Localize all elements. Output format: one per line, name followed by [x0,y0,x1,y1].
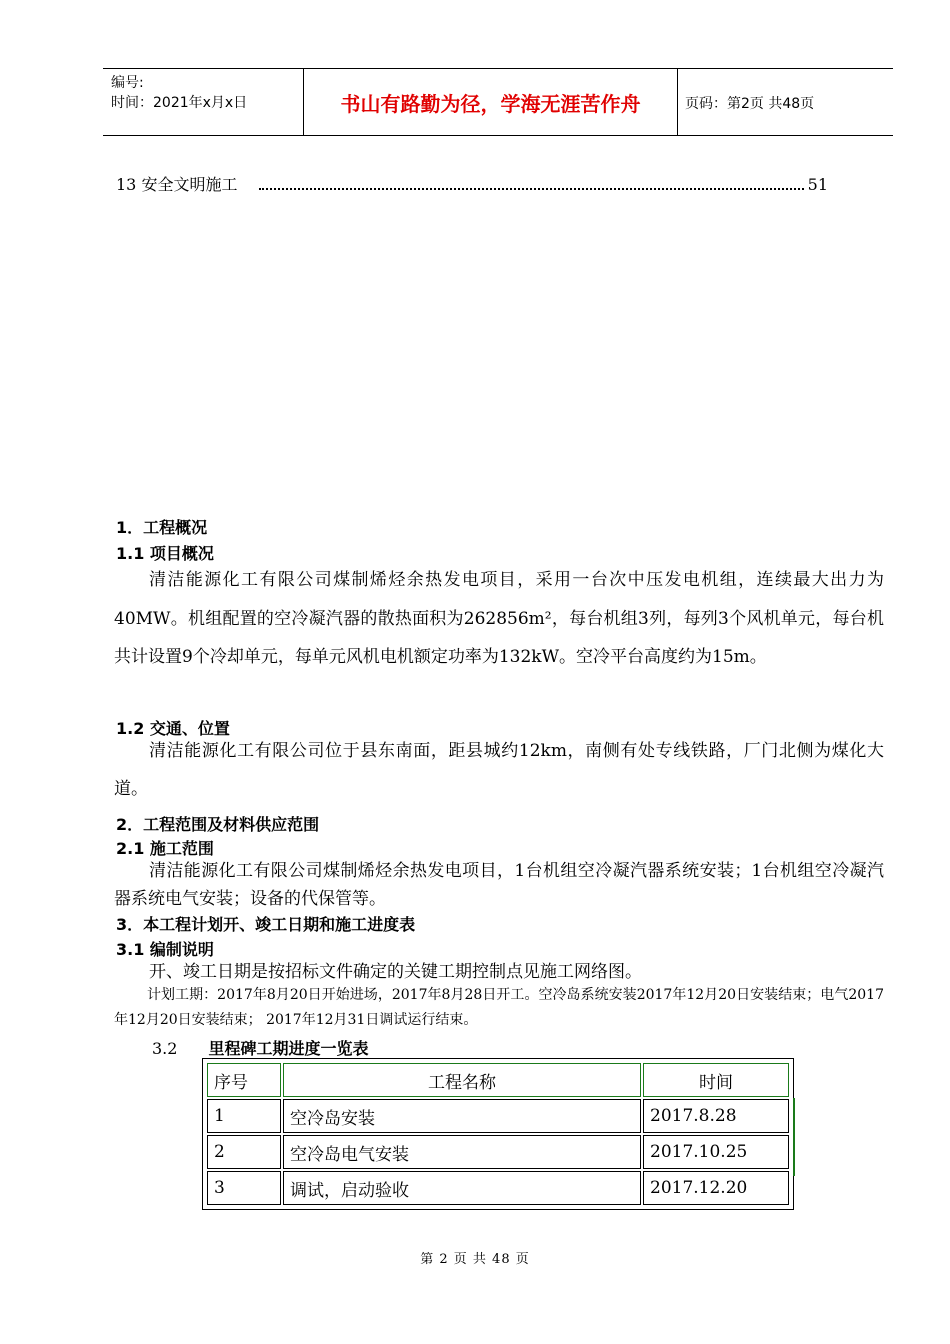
table-cell: 2017.10.25 [643,1135,789,1169]
table-row [207,1135,789,1169]
table-header-row [207,1063,789,1097]
section-heading: 2．工程范围及材料供应范围 [116,815,320,834]
time-label: 时间：2021年x月x日 [111,95,248,111]
toc-leader-dots [259,176,803,190]
header-cell: 序号 [207,1063,281,1097]
subsection-heading: 1.1 项目概况 [116,544,214,563]
section-heading: 1．工程概况 [116,518,208,537]
subsection-heading: 3.1 编制说明 [116,940,214,959]
table-cell: 空冷岛电气安装 [283,1135,641,1169]
table-cell: 2017.8.28 [643,1099,789,1133]
header-cell: 时间 [643,1063,789,1097]
header-meta [111,73,301,113]
table-cell: 空冷岛安装 [283,1099,641,1133]
table-row [207,1171,789,1205]
paragraph: 计划工期：2017年8月20日开始进场，2017年8月28日开工。空冷岛系统安装2017年12月20日安装结束；电气2017年12月20日安装结束； 2017年12月31日调试运行结束。 [114,987,884,1028]
paragraph: 开、竣工日期是按招标文件确定的关键工期控制点见施工网络图。 [149,962,642,982]
table-caption-number: 3.2 [152,1039,178,1058]
number-label: 编号: [111,75,144,91]
page-footer: 第 2 页 共 48 页 [420,1252,530,1267]
toc-entry[interactable] [116,172,828,194]
section-heading: 3．本工程计划开、竣工日期和施工进度表 [116,915,416,934]
table-row [207,1099,789,1133]
header-divider [677,69,678,135]
table-caption-title: 里程碑工期进度一览表 [208,1039,369,1058]
header-page-label: 页码：第2页 共48页 [685,96,815,112]
paragraph: 清洁能源化工有限公司煤制烯烃余热发电项目，1台机组空冷凝汽器系统安装；1台机组空冷凝汽器系统电气安装；设备的代保管等。 [114,861,884,909]
table-caption [152,1036,369,1059]
header-cell: 工程名称 [283,1063,641,1097]
page-header [103,68,893,136]
table-cell: 3 [207,1171,281,1205]
table-cell: 1 [207,1099,281,1133]
milestone-table [202,1058,794,1210]
header-slogan: 书山有路勤为径，学海无涯苦作舟 [340,91,641,116]
table-border-accent [793,1098,795,1176]
toc-title: 13 安全文明施工 [116,175,238,194]
paragraph: 清洁能源化工有限公司煤制烯烃余热发电项目，采用一台次中压发电机组，连续最大出力为40MW。机组配置的空冷凝汽器的散热面积为262856m²，每台机组3列，每列3个风机单元，每台机共计设置9个冷却单元，每单元风机电机额定功率为132kW。空冷平台高度约为15m。 [114,570,884,667]
subsection-heading: 1.2 交通、位置 [116,719,230,738]
table-cell: 调试，启动验收 [283,1171,641,1205]
subsection-heading: 2.1 施工范围 [116,839,214,858]
toc-page-number: 51 [807,175,828,194]
paragraph: 清洁能源化工有限公司位于县东南面，距县城约12km，南侧有处专线铁路，厂门北侧为煤化大道。 [114,741,884,799]
table-cell: 2017.12.20 [643,1171,789,1205]
table-cell: 2 [207,1135,281,1169]
